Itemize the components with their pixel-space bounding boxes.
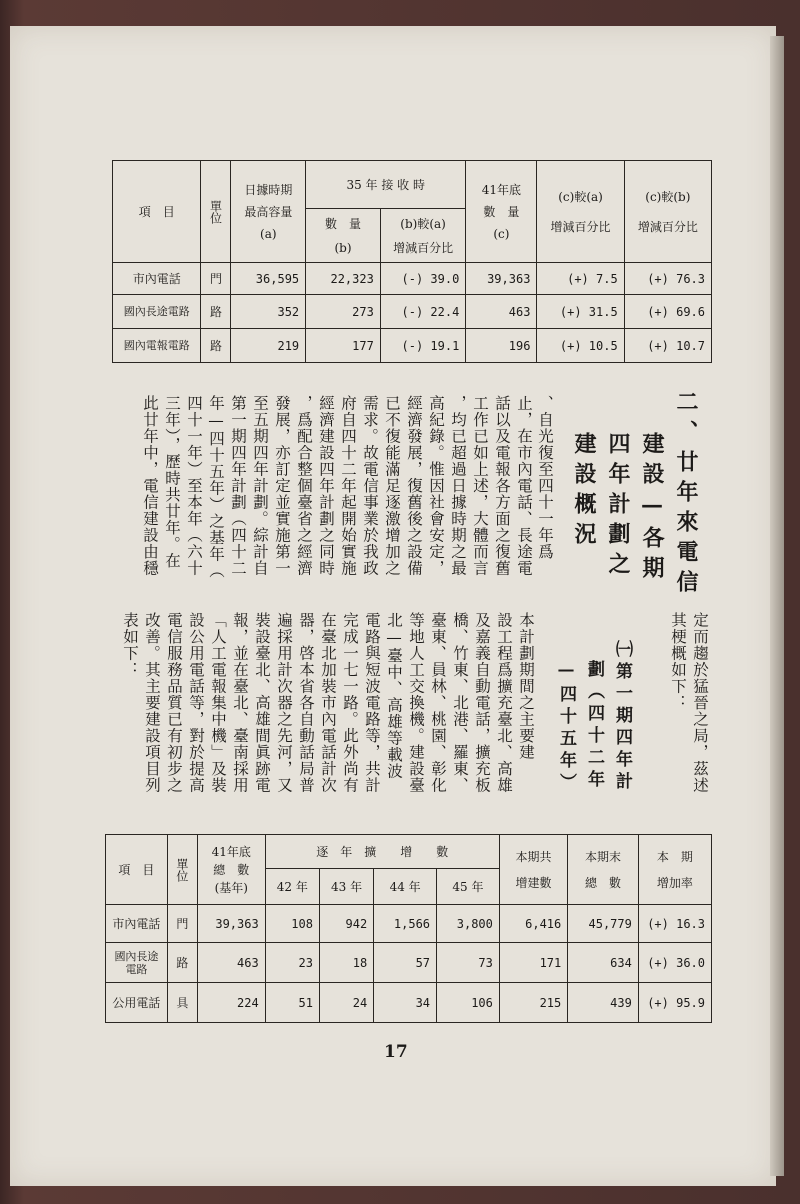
historical-capacity-table <box>112 160 712 363</box>
t2-row-y43: 18 <box>319 943 373 983</box>
row-c: 463 <box>466 295 537 329</box>
row-item: 市內電話 <box>113 263 201 295</box>
text-column: 三年），歷時共廿年。在 <box>163 395 181 569</box>
t2-col-header-y43: 43 年 <box>319 869 373 905</box>
t2-row-rate: (+) 95.9 <box>638 983 711 1023</box>
col-header-received-qty-line2: (b) <box>334 240 352 255</box>
text-column: 裝設臺北、高雄間眞跡電 <box>253 612 271 794</box>
col-header-received-group: 35 年 接 收 時 <box>306 161 466 209</box>
row-b: 22,323 <box>306 263 381 295</box>
text-column: 報，並在臺北、臺南採用 <box>231 612 249 794</box>
t2-row-unit: 具 <box>167 983 197 1023</box>
table-row <box>106 905 712 943</box>
plan-heading-line3: —四十五年） <box>556 660 576 795</box>
t2-row-base: 39,363 <box>197 905 265 943</box>
text-column: 電路與短波電路等，共計 <box>363 612 381 794</box>
t2-row-base: 224 <box>197 983 265 1023</box>
text-column: 本計劃期間之主要建 <box>517 612 535 761</box>
t2-row-total: 6,416 <box>499 905 567 943</box>
row-unit: 路 <box>201 295 231 329</box>
t2-col-header-base <box>197 835 265 905</box>
row-a: 36,595 <box>231 263 306 295</box>
t2-row-item: 公用電話 <box>106 983 168 1023</box>
row-unit: 路 <box>201 329 231 363</box>
row-item: 國內電報電路 <box>113 329 201 363</box>
text-column: 設公用電話等，對於提高 <box>187 612 205 794</box>
row-a: 352 <box>231 295 306 329</box>
t2-col-header-increase-group: 逐 年 擴 增 數 <box>265 835 499 869</box>
col-header-item: 項 目 <box>113 161 201 263</box>
text-column: 府自四十二年起開始實施 <box>339 395 357 577</box>
row-ca: (+) 7.5 <box>537 263 624 295</box>
col-header-received-qty-line1: 數 量 <box>324 216 361 231</box>
row-ca: (+) 10.5 <box>537 329 624 363</box>
row-c: 39,363 <box>466 263 537 295</box>
text-column: 表如下： <box>121 612 139 678</box>
text-column: 器，啓本省各自動話局普 <box>297 612 315 794</box>
t2-col-header-y42: 42 年 <box>265 869 319 905</box>
t2-row-y45: 106 <box>437 983 500 1023</box>
t2-col-header-period-end-line1: 本期末 <box>585 849 622 864</box>
row-ba: (-) 39.0 <box>380 263 465 295</box>
t2-col-header-period-end <box>568 835 639 905</box>
row-ba: (-) 19.1 <box>380 329 465 363</box>
t2-row-y44: 57 <box>374 943 437 983</box>
t2-col-header-period-total <box>499 835 567 905</box>
text-column: 第一期四年計劃（四十二 <box>229 395 247 577</box>
table-row <box>113 329 712 363</box>
text-column: 遍採用計次器之先河，又 <box>275 612 293 794</box>
row-cb: (+) 76.3 <box>624 263 711 295</box>
t2-row-base: 463 <box>197 943 265 983</box>
t2-row-unit: 門 <box>167 905 197 943</box>
row-c: 196 <box>466 329 537 363</box>
t2-col-header-unit: 單位 <box>167 835 197 905</box>
t2-row-end: 634 <box>568 943 639 983</box>
page-number: 17 <box>384 1042 408 1062</box>
col-header-japanese-max-line2: 最高容量 <box>244 204 293 219</box>
row-ca: (+) 31.5 <box>537 295 624 329</box>
col-header-end41-line2: 數 量 <box>483 204 520 219</box>
t2-col-header-base-line1: 41年底 <box>211 844 251 859</box>
t2-col-header-y45: 45 年 <box>437 869 500 905</box>
col-header-end41-line3: (c) <box>493 226 510 241</box>
t2-col-header-period-total-line1: 本期共 <box>515 849 552 864</box>
col-header-c-vs-b-line2: 增減百分比 <box>637 219 698 234</box>
plan-heading-line1: ㈠第一期四年計 <box>612 640 632 794</box>
t2-col-header-period-total-line2: 增建數 <box>515 875 552 890</box>
text-column: 年—四十五年）之基年（ <box>207 395 225 579</box>
row-cb: (+) 69.6 <box>624 295 711 329</box>
text-column: 話以及電報各方面之復舊 <box>493 395 511 577</box>
col-header-unit: 單位 <box>201 161 231 263</box>
text-column: 橋、竹東、北港、羅東、 <box>451 612 469 794</box>
col-header-japanese-max-line1: 日據時期 <box>244 182 293 197</box>
t2-col-header-period-rate <box>638 835 711 905</box>
text-column: 及嘉義自動電話，擴充板 <box>473 612 491 794</box>
text-column: 經濟發展，復舊後之設備 <box>405 395 423 577</box>
section-heading-line3: 四年計劃之 <box>605 432 631 582</box>
t2-col-header-period-rate-line2: 增加率 <box>656 875 693 890</box>
col-header-received-pct-line2: 增減百分比 <box>393 240 454 255</box>
t2-row-y45: 73 <box>437 943 500 983</box>
t2-row-total: 171 <box>499 943 567 983</box>
t2-row-end: 439 <box>568 983 639 1023</box>
text-column: 設工程爲擴充臺北、高雄 <box>495 612 513 794</box>
table-row <box>106 983 712 1023</box>
row-b: 273 <box>306 295 381 329</box>
col-header-end41 <box>466 161 537 263</box>
table-row <box>113 263 712 295</box>
t2-row-unit: 路 <box>167 943 197 983</box>
text-column: 經濟建設四年計劃之同時 <box>317 395 335 577</box>
text-column: 「人工電報集中機」及裝 <box>209 612 227 794</box>
t2-row-rate: (+) 16.3 <box>638 905 711 943</box>
text-column: 完成一七一路。此外尚有 <box>341 612 359 794</box>
section-heading-line2: 建設—各期 <box>639 432 665 586</box>
section-heading-line4: 建設概況 <box>571 432 597 552</box>
text-column: 至五期四年計劃。綜計自 <box>251 395 269 577</box>
col-header-japanese-max-line3: (a) <box>260 226 277 241</box>
text-column: 已不復能滿足逐激增加之 <box>383 395 401 577</box>
text-column: 需求。故電信事業於我政 <box>361 395 379 577</box>
text-column: 發展，亦訂定並實施第一 <box>273 395 291 577</box>
t2-row-y45: 3,800 <box>437 905 500 943</box>
row-unit: 門 <box>201 263 231 295</box>
t2-col-header-base-line3: (基年) <box>214 880 248 895</box>
text-column: 北—臺中、高雄等載波 <box>385 612 403 780</box>
text-column: ，均已超過日據時期之最 <box>449 395 467 577</box>
t2-row-y43: 942 <box>319 905 373 943</box>
t2-row-item: 市內電話 <box>106 905 168 943</box>
t2-col-header-period-end-line2: 總 數 <box>585 875 622 890</box>
row-item: 國內長途電路 <box>113 295 201 329</box>
t2-row-y42: 23 <box>265 943 319 983</box>
col-header-c-vs-a-line1: (c)較(a) <box>558 189 603 204</box>
text-column: 改善。其主要建設項目列 <box>143 612 161 794</box>
col-header-c-vs-a <box>537 161 624 263</box>
row-a: 219 <box>231 329 306 363</box>
t2-row-end: 45,779 <box>568 905 639 943</box>
text-column: 高紀錄。惟因社會安定， <box>427 395 445 577</box>
text-column: 工作已如上述，大體而言 <box>471 395 489 577</box>
transition-line1: 定而趨於猛晉之局，茲述 <box>691 612 709 794</box>
t2-row-item: 國內長途電路 <box>106 943 168 983</box>
t2-row-y42: 108 <box>265 905 319 943</box>
first-plan-table <box>105 834 712 1023</box>
t2-row-rate: (+) 36.0 <box>638 943 711 983</box>
transition-line2: 其梗概如下： <box>669 612 687 711</box>
table-row <box>113 295 712 329</box>
text-column: 電信服務品質已有初步之 <box>165 612 183 794</box>
t2-row-y44: 1,566 <box>374 905 437 943</box>
row-ba: (-) 22.4 <box>380 295 465 329</box>
col-header-c-vs-a-line2: 增減百分比 <box>550 219 611 234</box>
col-header-received-pct <box>380 209 465 263</box>
t2-row-total: 215 <box>499 983 567 1023</box>
text-column: 在臺北加裝市內電話計次 <box>319 612 337 794</box>
col-header-received-qty <box>306 209 381 263</box>
text-column: 此廿年中，電信建設由穩 <box>141 395 159 577</box>
plan-heading-line2: 劃（四十二年 <box>584 660 604 792</box>
t2-col-header-period-rate-line1: 本 期 <box>656 849 693 864</box>
col-header-c-vs-b-line1: (c)較(b) <box>645 189 691 204</box>
t2-col-header-item: 項 目 <box>106 835 168 905</box>
t2-row-y44: 34 <box>374 983 437 1023</box>
t2-row-y42: 51 <box>265 983 319 1023</box>
t2-col-header-base-line2: 總 數 <box>213 862 250 877</box>
text-column: 臺東、員林、桃園、彰化 <box>429 612 447 794</box>
table-row <box>106 943 712 983</box>
t2-col-header-y44: 44 年 <box>374 869 437 905</box>
text-column: 止，在市內電話、長途電 <box>515 395 533 577</box>
col-header-received-pct-line1: (b)較(a) <box>400 216 446 231</box>
section-heading-line1: 二、廿年來電信 <box>673 390 699 600</box>
text-column: 四十一年）至本年（六十 <box>185 395 203 577</box>
body-lead-column: 、自光復至四十一年爲 <box>536 395 554 560</box>
col-header-end41-line1: 41年底 <box>481 182 522 197</box>
col-header-japanese-max <box>231 161 306 263</box>
col-header-c-vs-b <box>624 161 711 263</box>
text-column: 等地人工交換機。建設臺 <box>407 612 425 794</box>
t2-row-y43: 24 <box>319 983 373 1023</box>
text-column: ，爲配合整個臺省之經濟 <box>295 395 313 577</box>
row-cb: (+) 10.7 <box>624 329 711 363</box>
row-b: 177 <box>306 329 381 363</box>
